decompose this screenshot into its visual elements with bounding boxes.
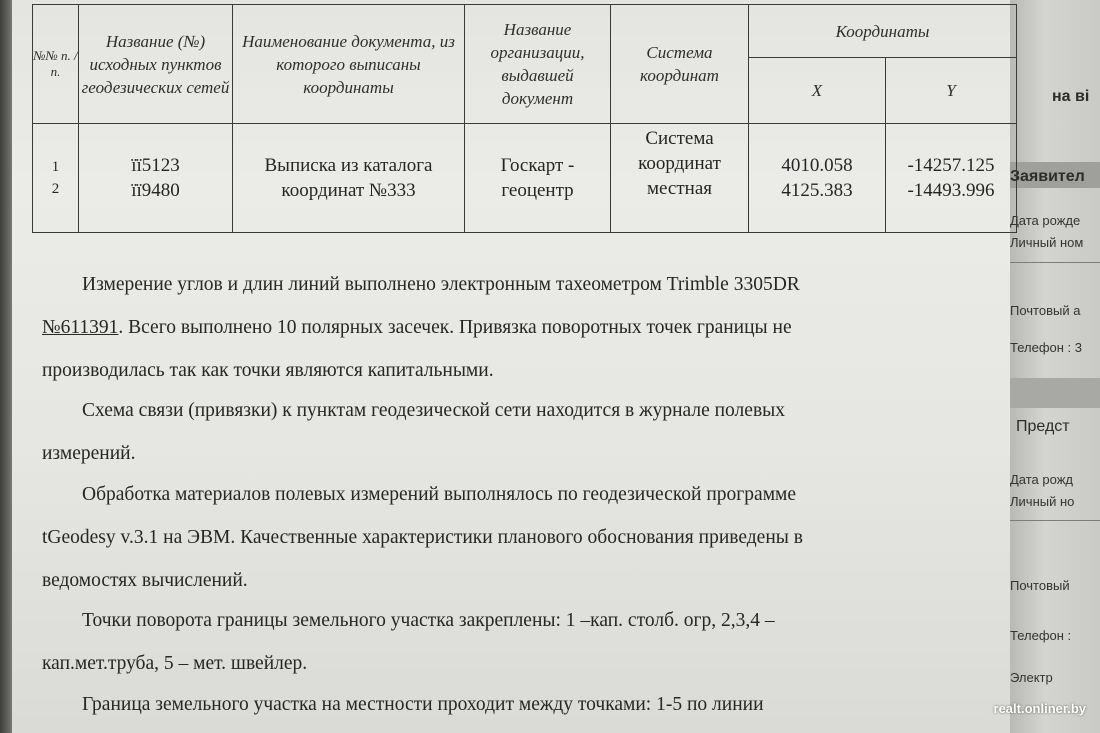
document-cell bbox=[233, 124, 465, 233]
paragraph-processing bbox=[42, 473, 1000, 602]
under-text-12: Электр bbox=[1010, 670, 1053, 685]
coordinates-table bbox=[32, 4, 1017, 233]
system-line: координат bbox=[638, 153, 721, 174]
header-coordinate-system: Система координат bbox=[611, 5, 749, 124]
paragraph-line: tGeodesy v.3.1 на ЭВМ. Качественные характеристики планового обоснования приведены в bbox=[42, 527, 803, 548]
header-coordinates: Координаты bbox=[749, 5, 1017, 58]
header-document-name: Наименование документа, из которого выписаны координаты bbox=[233, 5, 465, 124]
points-cell bbox=[79, 124, 233, 233]
paragraph-line-rest: . Всего выполнено 10 полярных засечек. Привязка поворотных точек границы не bbox=[118, 317, 792, 338]
header-number: №№ п. / п. bbox=[33, 5, 79, 124]
row-numbers-cell bbox=[33, 124, 79, 233]
under-text-1: на ві bbox=[1052, 88, 1090, 105]
organization-line: Госкарт - bbox=[500, 155, 575, 176]
under-text-8: Дата рожд bbox=[1010, 472, 1073, 487]
paragraph-line: Точки поворота границы земельного участка закреплены: 1 –кап. столб. огр, 2,3,4 – bbox=[82, 610, 775, 631]
y-cell bbox=[886, 124, 1017, 233]
paragraph-line: измерений. bbox=[42, 443, 136, 464]
header-source-points: Название (№) исходных пунктов геодезических сетей bbox=[79, 5, 233, 124]
document-page bbox=[12, 0, 1010, 733]
under-text-11: Телефон : bbox=[1010, 628, 1072, 643]
x-value: 4125.383 bbox=[781, 180, 853, 201]
table-header-row bbox=[33, 5, 1017, 58]
header-x: X bbox=[749, 58, 886, 124]
paragraph-line bbox=[42, 306, 1000, 349]
underlying-form-page bbox=[1008, 0, 1100, 733]
row-number: 1 bbox=[51, 159, 60, 175]
header-organization: Название организации, выдавшей документ bbox=[465, 5, 611, 124]
paragraph-line: ведомостях вычислений. bbox=[42, 570, 248, 591]
document-line: координат №333 bbox=[281, 180, 416, 201]
paragraph-measurement bbox=[42, 263, 1000, 392]
paragraph-line: Измерение углов и длин линий выполнено электронным тахеометром Trimble 3305DR bbox=[82, 274, 800, 295]
under-line-1 bbox=[1008, 262, 1100, 263]
x-cell bbox=[749, 124, 886, 233]
system-line: местная bbox=[646, 178, 712, 199]
y-value: -14493.996 bbox=[907, 180, 995, 201]
paragraph-turning-points bbox=[42, 599, 1000, 685]
x-value: 4010.058 bbox=[781, 155, 853, 176]
under-band-2 bbox=[1008, 378, 1100, 408]
under-text-4: Личный ном bbox=[1010, 235, 1084, 250]
watermark: realt.onliner.by bbox=[993, 701, 1086, 716]
under-line-2 bbox=[1008, 520, 1100, 521]
y-value: -14257.125 bbox=[907, 155, 995, 176]
organization-cell bbox=[465, 124, 611, 233]
under-text-5: Почтовый а bbox=[1010, 303, 1081, 318]
under-text-3: Дата рожде bbox=[1010, 213, 1081, 228]
paragraph-line: Обработка материалов полевых измерений выполнялось по геодезической программе bbox=[82, 484, 797, 505]
under-text-2: Заявител bbox=[1010, 168, 1085, 185]
paragraph-scheme bbox=[42, 389, 1000, 475]
paragraph-boundary bbox=[42, 683, 1000, 726]
system-cell bbox=[611, 124, 749, 233]
under-text-10: Почтовый bbox=[1010, 578, 1070, 593]
organization-line: геоцентр bbox=[501, 180, 574, 201]
document-line: Выписка из каталога bbox=[264, 155, 433, 176]
under-text-9: Личный но bbox=[1010, 494, 1075, 509]
serial-number: №611391 bbox=[42, 317, 119, 338]
row-number: 2 bbox=[51, 181, 60, 197]
under-text-6: Телефон : 3 bbox=[1010, 340, 1082, 355]
paragraph-line: производилась так как точки являются капитальными. bbox=[42, 360, 494, 381]
point-name: ïï5123 bbox=[131, 155, 180, 176]
point-name: ïï9480 bbox=[131, 180, 180, 201]
table-row bbox=[33, 124, 1017, 233]
under-text-7: Предст bbox=[1016, 418, 1070, 435]
system-line: Система bbox=[645, 128, 714, 149]
paragraph-line: Граница земельного участка на местности проходит между точками: 1-5 по линии bbox=[82, 694, 764, 715]
paragraph-line: Схема связи (привязки) к пунктам геодезической сети находится в журнале полевых bbox=[82, 400, 785, 421]
header-y: Y bbox=[886, 58, 1017, 124]
paragraph-line: кап.мет.труба, 5 – мет. швейлер. bbox=[42, 653, 308, 674]
